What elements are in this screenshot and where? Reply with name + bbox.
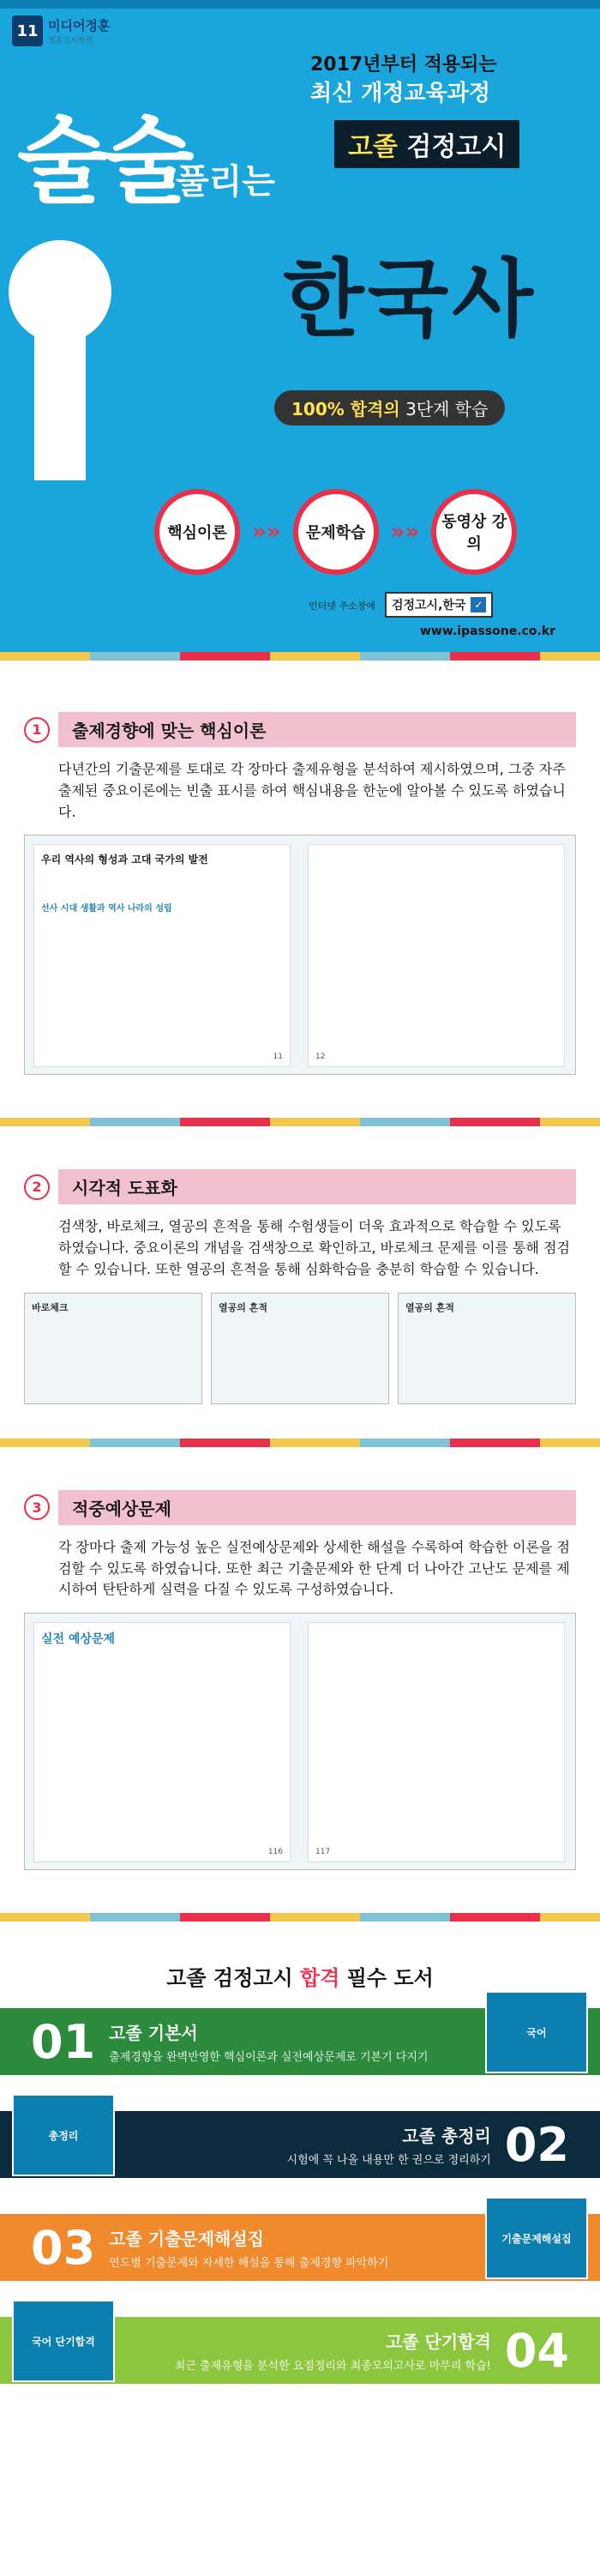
- site-url[interactable]: www.ipassone.co.kr: [420, 624, 556, 638]
- section-1-title: 출제경향에 맞는 핵심이론: [58, 712, 576, 747]
- learning-pill: [274, 390, 505, 425]
- book-text: [109, 2225, 388, 2270]
- preview-page-number-left: 11: [273, 1053, 283, 1062]
- hero-badge-yy: 고졸: [348, 132, 398, 162]
- section-1-body: 다년간의 기출문제를 토대로 각 장마다 출제유형을 분석하여 제시하였으며, 그중 자주 출제된 중요이론에는 빈출 표시를 하여 핵심내용을 한눈에 알아볼 수 있도록 하였습니다.: [58, 761, 566, 820]
- book-item[interactable]: [0, 2300, 600, 2403]
- section-3-body: 각 장마다 출제 가능성 높은 실전예상문제와 상세한 해설을 수록하여 학습한 이론을 점검할 수 있도록 하였습니다. 또한 최근 기출문제와 한 단계 더 나아간 고난도 문제를 제시하여 탄탄하게 실력을 다질 수 있도록 구성하였습니다.: [58, 1538, 570, 1598]
- hero-line1: 2017년부터 적용되는: [310, 54, 497, 75]
- arrow-icon: »»: [252, 519, 281, 545]
- pill-highlight: 100% 합격의: [291, 399, 400, 419]
- card-notes-label: 열공의 흔적: [405, 1301, 454, 1313]
- book-description: 연도별 기출문제와 자세한 해설을 통해 출제경향 파악하기: [109, 2257, 389, 2271]
- hero-badge-rest: 검정고시: [406, 132, 507, 162]
- card-search: [24, 1293, 202, 1404]
- brand-name: 미디어정훈: [48, 18, 111, 33]
- step-theory: 핵심이론: [154, 489, 240, 575]
- book-item[interactable]: [0, 2094, 600, 2197]
- step-problems: 문제학습: [293, 489, 379, 575]
- search-value: 검정고시,한국: [391, 599, 466, 612]
- card-check-label: 열공의 흔적: [219, 1301, 267, 1313]
- book-description: 시험에 꼭 나올 내용만 한 권으로 정리하기: [286, 2154, 491, 2168]
- quiz-page-left: [33, 1622, 291, 1862]
- book-description: 출제경향을 완벽반영한 핵심이론과 실전예상문제로 기본기 다지기: [109, 2051, 429, 2065]
- book-list: [0, 1991, 600, 2403]
- book-number: 01: [31, 2014, 96, 2069]
- quiz-page-number-right: 117: [315, 1848, 331, 1857]
- book-name: 고졸 단기합격: [385, 2332, 491, 2353]
- color-separator: [0, 1913, 600, 1921]
- logo-icon: 11: [12, 15, 43, 46]
- steps-row: [154, 489, 517, 575]
- book-text: [287, 2122, 491, 2167]
- hero-title: 한국사: [283, 250, 537, 348]
- brand-sub: 정훈고시학원: [48, 37, 93, 45]
- pill-rest: 3단계 학습: [405, 399, 489, 419]
- color-separator: [0, 652, 600, 661]
- section-3: [0, 1447, 600, 1870]
- color-separator: [0, 1118, 600, 1126]
- hero-calligraphy-sub: 풀리는: [176, 162, 275, 202]
- search-icon[interactable]: ✓: [471, 597, 486, 612]
- step-video: 동영상 강의: [431, 489, 517, 575]
- book-text: [109, 2019, 428, 2064]
- hero-banner: [0, 0, 600, 480]
- book-name: 고졸 총정리: [402, 2126, 491, 2147]
- search-row: [309, 592, 493, 618]
- quiz-title: 실전 예상문제: [41, 1632, 116, 1647]
- preview-page-right: [308, 844, 565, 1067]
- book-number: 02: [504, 2117, 569, 2172]
- section-2-number: 2: [24, 1174, 50, 1200]
- hero-badge: [334, 120, 519, 168]
- section-2-header: [24, 1169, 576, 1204]
- color-separator: [0, 1439, 600, 1447]
- book-item[interactable]: [0, 2197, 600, 2300]
- preview-subtitle: 선사 시대 생활과 역사 나라의 성립: [41, 904, 172, 914]
- book-cover[interactable]: 국어: [485, 1991, 588, 2073]
- section-3-number: 3: [24, 1494, 50, 1520]
- search-box[interactable]: [385, 592, 493, 618]
- search-label: 인터넷 주소창에: [309, 600, 375, 612]
- section-2-cards: [24, 1293, 576, 1404]
- quiz-page-number-left: 116: [267, 1848, 283, 1857]
- hero-steps-area: [0, 480, 600, 652]
- book-cover[interactable]: 국어 단기합격: [12, 2300, 115, 2382]
- card-search-label: 바로체크: [32, 1301, 69, 1313]
- book-number: 04: [504, 2323, 569, 2378]
- books-title-red: 합격: [300, 1966, 340, 1991]
- section-1-number: 1: [24, 717, 50, 743]
- book-item[interactable]: [0, 1991, 600, 2094]
- preview-title: 우리 역사의 형성과 고대 국가의 발전: [41, 854, 208, 866]
- hero-line2-rest: 개정교육과정: [361, 81, 490, 106]
- arrow-icon: »»: [390, 519, 420, 545]
- top-band: [0, 0, 600, 9]
- hero-line2-em: 최신: [310, 81, 354, 106]
- card-check: [211, 1293, 389, 1404]
- books-section: [0, 1921, 600, 2403]
- books-title: [0, 1961, 600, 1991]
- quiz-page-right: [308, 1622, 565, 1862]
- preview-page-number-right: 12: [315, 1053, 326, 1062]
- section-1: [0, 661, 600, 1075]
- book-name: 고졸 기출문제해설집: [109, 2229, 264, 2250]
- section-3-header: [24, 1490, 576, 1525]
- hero-calligraphy: 술술: [17, 106, 189, 216]
- preview-page-left: [33, 844, 291, 1067]
- section-2: [0, 1126, 600, 1403]
- section-3-title: 적중예상문제: [58, 1490, 576, 1525]
- books-title-b: 필수 도서: [346, 1966, 434, 1991]
- book-number: 03: [31, 2220, 96, 2275]
- card-notes: [398, 1293, 576, 1404]
- section-2-body: 검색창, 바로체크, 열공의 흔적을 통해 수험생들이 더욱 효과적으로 학습할 수 있도록 하였습니다. 중요이론의 개념을 검색창으로 확인하고, 바로체크 문제를 이를 통해 점검할 수 있습니다. 또한 열공의 흔적을 통해 심화학습을 충분히 학습할 수 있습니다.: [58, 1218, 570, 1277]
- book-cover[interactable]: 기출문제해설집: [485, 2197, 588, 2279]
- section-1-preview: [24, 835, 576, 1075]
- book-description: 최근 출제유형을 분석한 요점정리와 최종모의고사로 마무리 학습!: [174, 2360, 491, 2374]
- book-cover[interactable]: 총정리: [12, 2094, 115, 2176]
- book-text: [175, 2328, 491, 2373]
- hero-line2: [310, 75, 490, 107]
- section-3-preview: [24, 1613, 576, 1870]
- books-title-a: 고졸 검정고시: [166, 1966, 293, 1991]
- book-name: 고졸 기본서: [109, 2023, 198, 2044]
- section-2-title: 시각적 도표화: [58, 1169, 576, 1204]
- brand-logo: [12, 15, 110, 46]
- key-graphic: [34, 309, 86, 480]
- section-1-header: [24, 712, 576, 747]
